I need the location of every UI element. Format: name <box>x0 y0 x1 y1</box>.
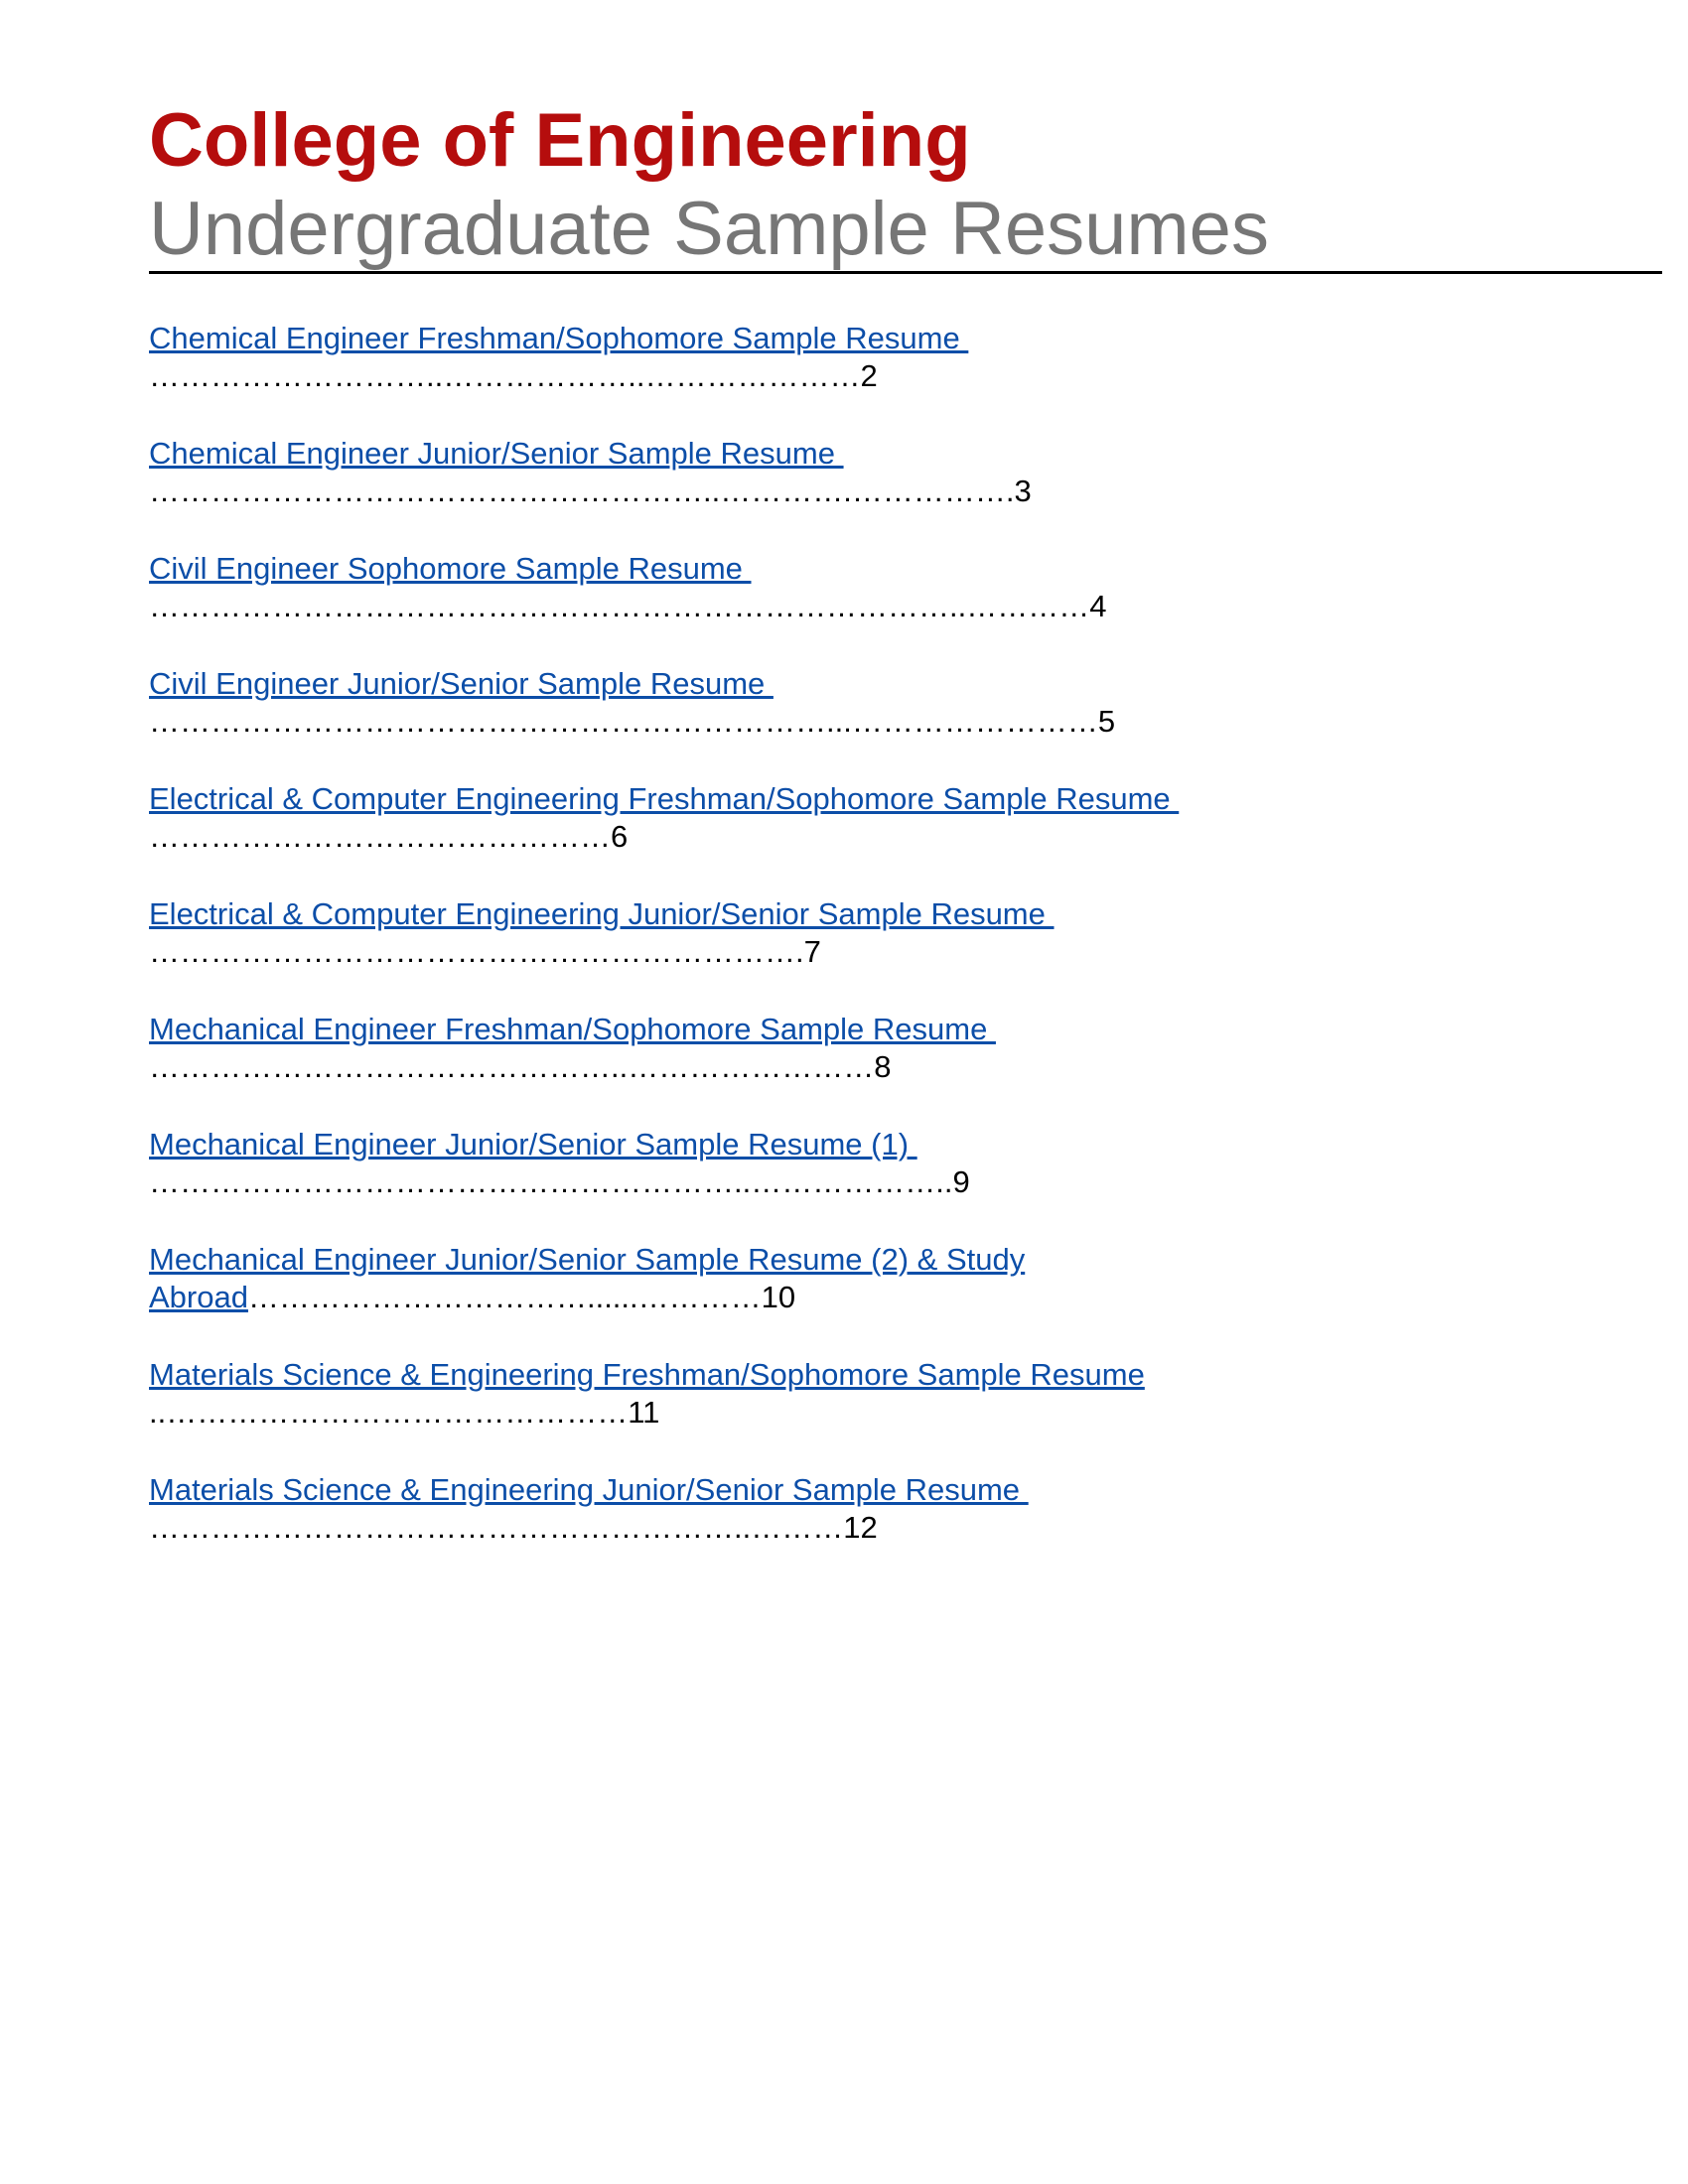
toc-page-number: 7 <box>803 934 821 969</box>
toc-entry-mechanical-freshman-sophomore <box>149 1011 1559 1086</box>
toc-entry-ece-freshman-sophomore <box>149 780 1559 856</box>
toc-page-number: 10 <box>761 1280 796 1314</box>
toc-entry-mechanical-junior-senior-2-study-abroad <box>149 1241 1559 1316</box>
toc-link-mechanical-freshman-sophomore[interactable]: Mechanical Engineer Freshman/Sophomore Sample Resume <box>149 1012 996 1046</box>
toc-leader-line <box>149 1163 1559 1201</box>
toc-link-mechanical-junior-senior-2-study-abroad[interactable]: Mechanical Engineer Junior/Senior Sample Resume (2) & Study Abroad <box>149 1242 1026 1314</box>
toc-link-materials-junior-senior[interactable]: Materials Science & Engineering Junior/Senior Sample Resume <box>149 1472 1029 1507</box>
toc-entry-mechanical-junior-senior-1 <box>149 1126 1559 1201</box>
toc-link-ece-junior-senior[interactable]: Electrical & Computer Engineering Junior/Senior Sample Resume <box>149 896 1055 931</box>
toc-entry-chemical-junior-senior <box>149 435 1559 510</box>
title-underline-rule <box>149 271 1662 274</box>
table-of-contents <box>149 320 1559 1586</box>
toc-link-civil-junior-senior[interactable]: Civil Engineer Junior/Senior Sample Resume <box>149 666 774 701</box>
toc-dot-leader: ……………………………………… <box>149 819 611 854</box>
toc-dot-leader: ……………………………......………… <box>247 1280 762 1314</box>
toc-entry-materials-freshman-sophomore <box>149 1356 1559 1432</box>
toc-page-number: 2 <box>860 358 878 393</box>
toc-link-mechanical-junior-senior-1[interactable]: Mechanical Engineer Junior/Senior Sample Resume (1) <box>149 1127 917 1161</box>
toc-page-number: 5 <box>1097 704 1116 739</box>
toc-entry-civil-sophomore <box>149 550 1559 625</box>
toc-page-number: 8 <box>874 1049 892 1084</box>
toc-leader-line <box>149 703 1559 741</box>
toc-page-number: 9 <box>952 1164 970 1199</box>
toc-dot-leader: …………………………………………………………...…………………… <box>149 704 1098 739</box>
toc-page-number: 6 <box>611 819 629 854</box>
toc-link-chemical-freshman-sophomore[interactable]: Chemical Engineer Freshman/Sophomore Sample Resume <box>149 321 969 355</box>
toc-dot-leader: ………………………..………………..………………… <box>149 358 861 393</box>
toc-page-number: 3 <box>1014 474 1032 508</box>
toc-dot-leader: ……………………………………………………………………..………… <box>149 589 1090 623</box>
document-title: College of Engineering <box>149 98 971 183</box>
toc-leader-line <box>149 588 1559 625</box>
toc-link-ece-freshman-sophomore[interactable]: Electrical & Computer Engineering Freshman/Sophomore Sample Resume <box>149 781 1180 816</box>
toc-entry-ece-junior-senior <box>149 895 1559 971</box>
document-subtitle: Undergraduate Sample Resumes <box>149 187 1269 271</box>
toc-page-number: 4 <box>1089 589 1107 623</box>
toc-dot-leader: ………………………………………………..………….……………. <box>149 474 1015 508</box>
toc-dot-leader: …………………………………………………..……… <box>149 1510 844 1545</box>
toc-leader-line <box>149 933 1559 971</box>
toc-page-number: 11 <box>628 1395 660 1430</box>
toc-dot-leader: ..……………………………………… <box>149 1395 629 1430</box>
toc-page-number: 12 <box>843 1510 878 1545</box>
toc-leader-line <box>149 357 1559 395</box>
toc-entry-materials-junior-senior <box>149 1471 1559 1547</box>
toc-leader-line <box>248 1280 795 1314</box>
toc-leader-line <box>149 1509 1559 1547</box>
toc-dot-leader: ………………………………………………………. <box>149 934 804 969</box>
toc-link-civil-sophomore[interactable]: Civil Engineer Sophomore Sample Resume <box>149 551 752 586</box>
toc-link-chemical-junior-senior[interactable]: Chemical Engineer Junior/Senior Sample Resume <box>149 436 844 471</box>
toc-leader-line <box>149 818 1559 856</box>
toc-dot-leader: …………………………………………………..……………….. <box>149 1164 953 1199</box>
toc-entry-civil-junior-senior <box>149 665 1559 741</box>
toc-leader-line <box>149 473 1559 510</box>
toc-leader-line <box>149 1394 1559 1432</box>
toc-entry-chemical-freshman-sophomore <box>149 320 1559 395</box>
toc-dot-leader: ………………………………………..…………………… <box>149 1049 875 1084</box>
toc-link-materials-freshman-sophomore[interactable]: Materials Science & Engineering Freshman/Sophomore Sample Resume <box>149 1357 1145 1392</box>
toc-leader-line <box>149 1048 1559 1086</box>
